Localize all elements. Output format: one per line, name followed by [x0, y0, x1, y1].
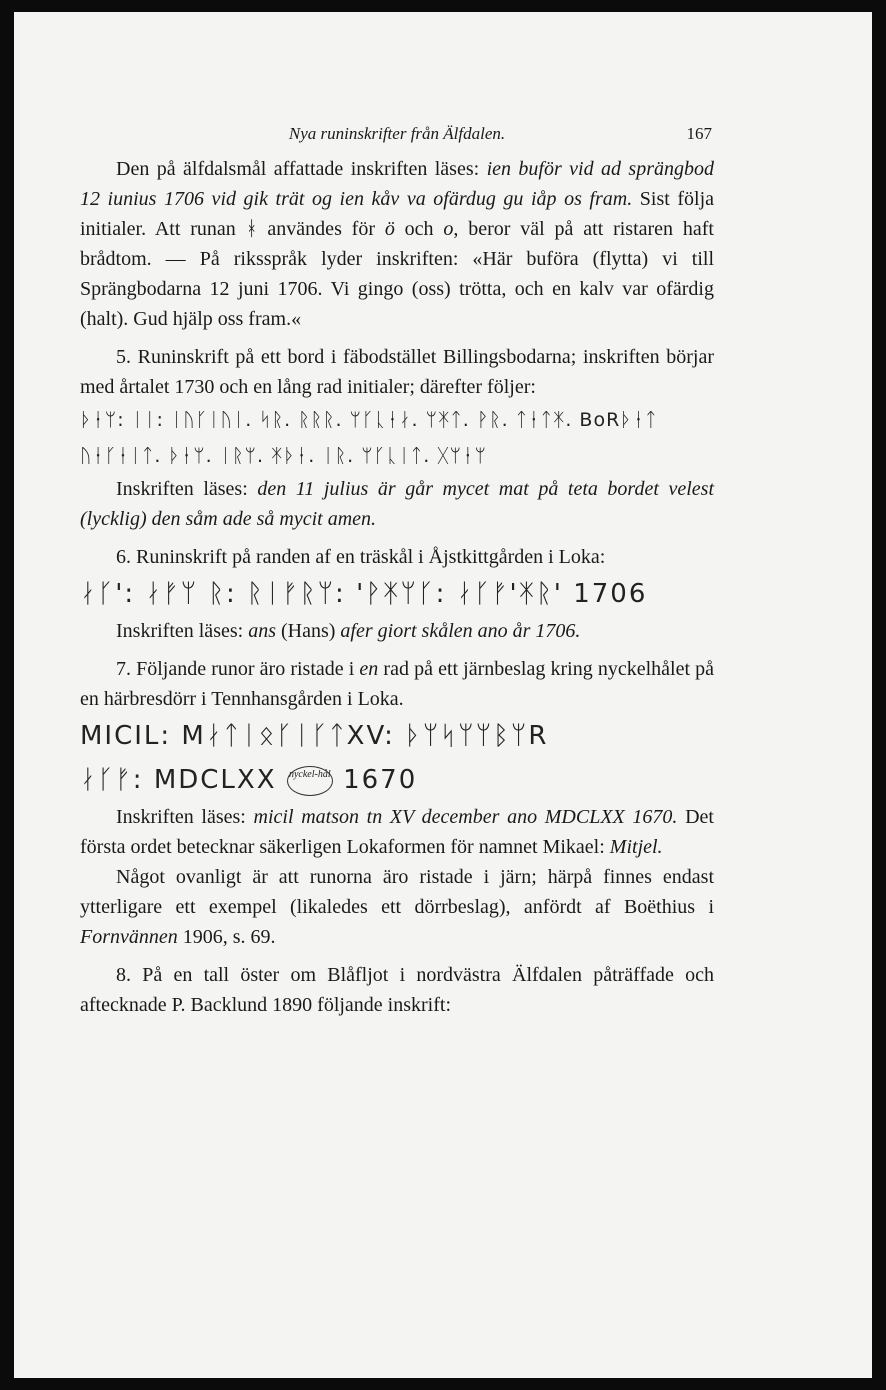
journal-title: Fornvännen — [80, 926, 178, 948]
reading-5 — [80, 474, 714, 534]
rune-text: ᛅᚴᚠ: MDCLXX — [80, 765, 277, 795]
text-span: , beror väl på att ristaren haft brådtom. — På riksspråk lyder inskriften: «Här buföra (flytta) vi till Sprängbodarna 12 juni 1706. Vi gingo (oss) trötta, och en kalv var ofärdig (halt). Gud hjälp oss fram.« — [80, 218, 714, 330]
reading-text: ans — [248, 620, 276, 642]
running-header — [80, 120, 714, 154]
text-span: 1906, s. 69. — [177, 926, 276, 948]
rune-line-5b: ᚢᛂᚴᛂᛁᛏ. ᚦᛂᛘ. ᛁᚱᛘ. ᛡᚦᛂ. ᛁᚱ. ᛘᚴᚳᛁᛏ. ᚷᛘᛂᛘ — [80, 445, 487, 467]
italic-word: en — [359, 658, 379, 680]
paragraph-4-continued — [80, 154, 714, 334]
text-span: och — [394, 218, 444, 240]
reading-6 — [80, 616, 714, 646]
rune-line-7a: MICIL: MᛅᛏᛁᛟᚴᛁᚴᛏXV: ᚦᛘᛋᛘᛘᛒᛘR — [80, 721, 549, 751]
page-content — [80, 120, 714, 1020]
italic-word: Mitjel. — [609, 836, 663, 858]
reading-text: micil matson tn XV december ano MDCLXX 1670. — [253, 806, 678, 828]
rune-line-7b — [80, 758, 714, 802]
rune-line-6: ᛅᚴ': ᛅᚠᛘ ᚱ: ᚱᛁᚠᚱᛘ: 'ᚹᛡᛘᚴ: ᛅᚴᚠ'ᛡᚱ' 1706 — [80, 579, 648, 609]
rune-line-5a: ᚦᛂᛘ: ᛁᛁ: ᛁᚢᚴᛁᚢᛁ. ᛋᚱ. ᚱᚱᚱ. ᛘᚴᚳᛂᛅ. ᛘᛡᛏ. ᚹᚱ. ᛏᛂᛏᛡ. BoRᚦᛂᛏ — [80, 409, 658, 431]
text-span: 7. Följande runor äro ristade i — [116, 658, 360, 680]
text-span: rad på ett järnbeslag kring nyckelhålet på en härbresdörr i Tennhansgården i Loka. — [80, 658, 714, 710]
italic-letter: o — [443, 218, 454, 240]
paragraph-8: 8. På en tall öster om Blåfljot i nordvästra Älfdalen påträffade och aftecknade P. Backlund 1890 följande inskrift: — [80, 964, 714, 1016]
text-span: Sist följa initialer. Att runan ᚼ användes för — [80, 188, 714, 240]
paragraph-6: 6. Runinskrift på randen af en träskål i Åjstkittgården i Loka: — [116, 546, 606, 568]
text-span: Den på älfdalsmål affattade inskriften läses: — [116, 158, 487, 180]
reading-text: afer giort skålen ano år 1706. — [340, 620, 581, 642]
page-number: 167 — [686, 124, 712, 143]
dialect-quote: ien buför vid ad sprängbod 12 iunius 1706 vid gik trät og ien kåv va ofärdug gu iåp os fram. — [80, 158, 714, 210]
paragraph-5: 5. Runinskrift på ett bord i fäbodstället Billingsbodarna; inskriften börjar med årtalet 1730 och en lång rad initialer; därefter följer: — [80, 346, 714, 398]
text-span: (Hans) — [275, 620, 341, 642]
reading-label: Inskriften läses: — [116, 478, 258, 500]
text-span: Det första ordet betecknar säkerligen Lokaformen för namnet Mikael: — [80, 806, 714, 858]
book-page — [14, 12, 872, 1378]
text-span: Något ovanligt är att runorna äro ristade i järn; härpå finnes endast ytterligare ett exempel (likaledes ett dörrbeslag), anfördt af Boëthius i — [80, 866, 714, 918]
keyhole-drawing: nyckel-hål — [287, 766, 333, 796]
italic-letter: ö — [384, 218, 395, 240]
reading-label: Inskriften läses: — [116, 620, 249, 642]
reading-7 — [80, 802, 714, 862]
rune-year: 1670 — [343, 765, 418, 795]
reading-text: den 11 julius är går mycet mat på teta bordet velest (lycklig) den såm ade så mycit amen. — [80, 478, 715, 530]
running-title: Nya runinskrifter från Älfdalen. — [288, 124, 506, 143]
paragraph-7 — [80, 654, 714, 714]
paragraph-iron-note — [80, 862, 714, 952]
reading-label: Inskriften läses: — [116, 806, 254, 828]
